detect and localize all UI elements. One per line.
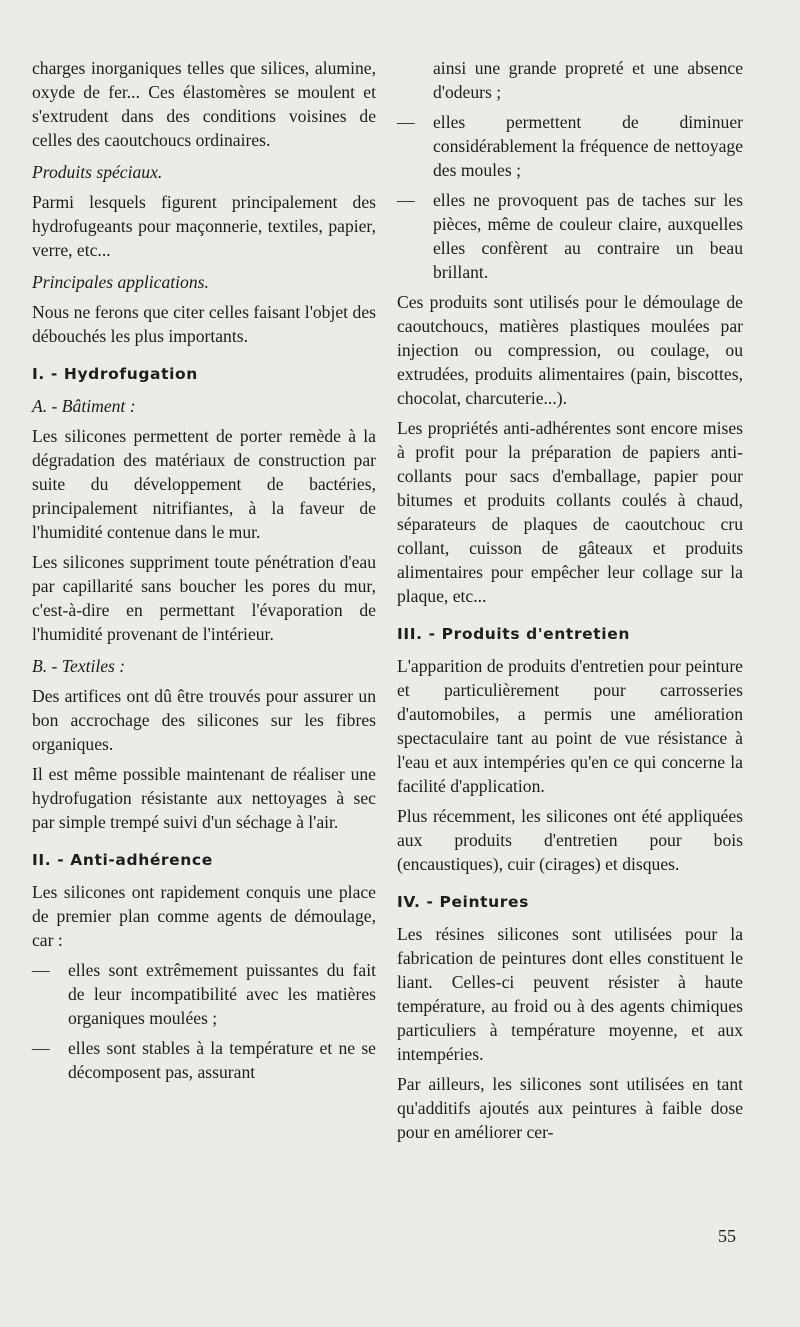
page-number: 55 [718, 1226, 736, 1246]
list-item [397, 188, 743, 284]
list-item-text: elles sont stables à la température et ne se décomposent pas, assurant [68, 1038, 376, 1082]
paragraph: Les silicones permettent de porter remède à la dégradation des matériaux de construction par suite du développement de bactéries, principalement nitrifiantes, à la faveur de l'humidité contenue dans le mur. [32, 426, 376, 542]
subheading-produits-speciaux: Produits spéciaux. [32, 162, 163, 182]
dash-marker: — [397, 112, 415, 132]
paragraph: Il est même possible maintenant de réaliser une hydrofugation résistante aux nettoyages à sec par simple trempé suivi d'un séchage à l'air. [32, 764, 376, 832]
paragraph: Les résines silicones sont utilisées pour la fabrication de peintures dont elles constituent le liant. Celles-ci peuvent résister à haute température, au froid ou à des agents chimiques particuliers à température moyenne, et aux intempéries. [397, 924, 743, 1064]
list-item-text: elles permettent de diminuer considérablement la fréquence de nettoyage des moules ; [433, 112, 743, 180]
section-heading-produits-entretien: III. - Produits d'entretien [397, 625, 630, 643]
paragraph: Par ailleurs, les silicones sont utilisées en tant qu'additifs ajoutés aux peintures à faible dose pour en améliorer cer- [397, 1074, 743, 1142]
paragraph: Parmi lesquels figurent principalement des hydrofugeants pour maçonnerie, textiles, papier, verre, etc... [32, 192, 376, 260]
section-heading-hydrofugation: I. - Hydrofugation [32, 365, 198, 383]
paragraph: Des artifices ont dû être trouvés pour assurer un bon accrochage des silicones sur les fibres organiques. [32, 686, 376, 754]
paragraph: L'apparition de produits d'entretien pour peinture et particulièrement pour carrosseries d'automobiles, a permis une amélioration spectaculaire tant au point de vue résistance à l'eau et aux intempéries qu'en ce qui concerne la facilité d'application. [397, 656, 743, 796]
paragraph: Nous ne ferons que citer celles faisant l'objet des débouchés les plus importants. [32, 302, 376, 346]
paragraph: charges inorganiques telles que silices, alumine, oxyde de fer... Ces élastomères se moulent et s'extrudent dans des conditions voisines de celles des caoutchoucs ordinaires. [32, 58, 376, 150]
list-item [397, 110, 743, 182]
subheading-batiment: A. - Bâtiment : [32, 396, 136, 416]
dash-marker: — [397, 190, 415, 210]
subheading-textiles: B. - Textiles : [32, 656, 126, 676]
left-column [32, 56, 376, 1090]
list-item-text: elles sont extrêmement puissantes du fait de leur incompatibilité avec les matières organiques moulées ; [68, 960, 376, 1028]
paragraph: Les silicones ont rapidement conquis une place de premier plan comme agents de démoulage, car : [32, 882, 376, 950]
paragraph: Plus récemment, les silicones ont été appliquées aux produits d'entretien pour bois (encaustiques), cuir (cirages) et disques. [397, 806, 743, 874]
list-item-text: elles ne provoquent pas de taches sur les pièces, même de couleur claire, auxquelles elles confèrent au contraire un beau brillant. [433, 190, 743, 282]
section-heading-anti-adherence: II. - Anti-adhérence [32, 851, 213, 869]
paragraph: Ces produits sont utilisés pour le démoulage de caoutchoucs, matières plastiques moulées par injection ou compression, ou coulage, ou extrudées, produits alimentaires (pain, biscottes, chocolat, charcuterie...). [397, 292, 743, 408]
list-item-continuation [397, 56, 743, 104]
list-item-text: ainsi une grande propreté et une absence d'odeurs ; [433, 58, 743, 102]
section-heading-peintures: IV. - Peintures [397, 893, 529, 911]
list-item [32, 958, 376, 1030]
paragraph: Les silicones suppriment toute pénétration d'eau par capillarité sans boucher les pores du mur, c'est-à-dire en permettant l'évaporation de l'humidité provenant de l'intérieur. [32, 552, 376, 644]
dash-marker: — [32, 960, 50, 980]
right-column [397, 56, 743, 1150]
paragraph: Les propriétés anti-adhérentes sont encore mises à profit pour la préparation de papiers anti-collants pour sacs d'emballage, papier pour bitumes et produits collants coulés à chaud, séparateurs de plaques de caoutchouc cru collant, cuisson de gâteaux et produits alimentaires pour empêcher leur collage sur la plaque, etc... [397, 418, 743, 606]
dash-marker: — [32, 1038, 50, 1058]
list-item [32, 1036, 376, 1084]
subheading-principales-applications: Principales applications. [32, 272, 209, 292]
